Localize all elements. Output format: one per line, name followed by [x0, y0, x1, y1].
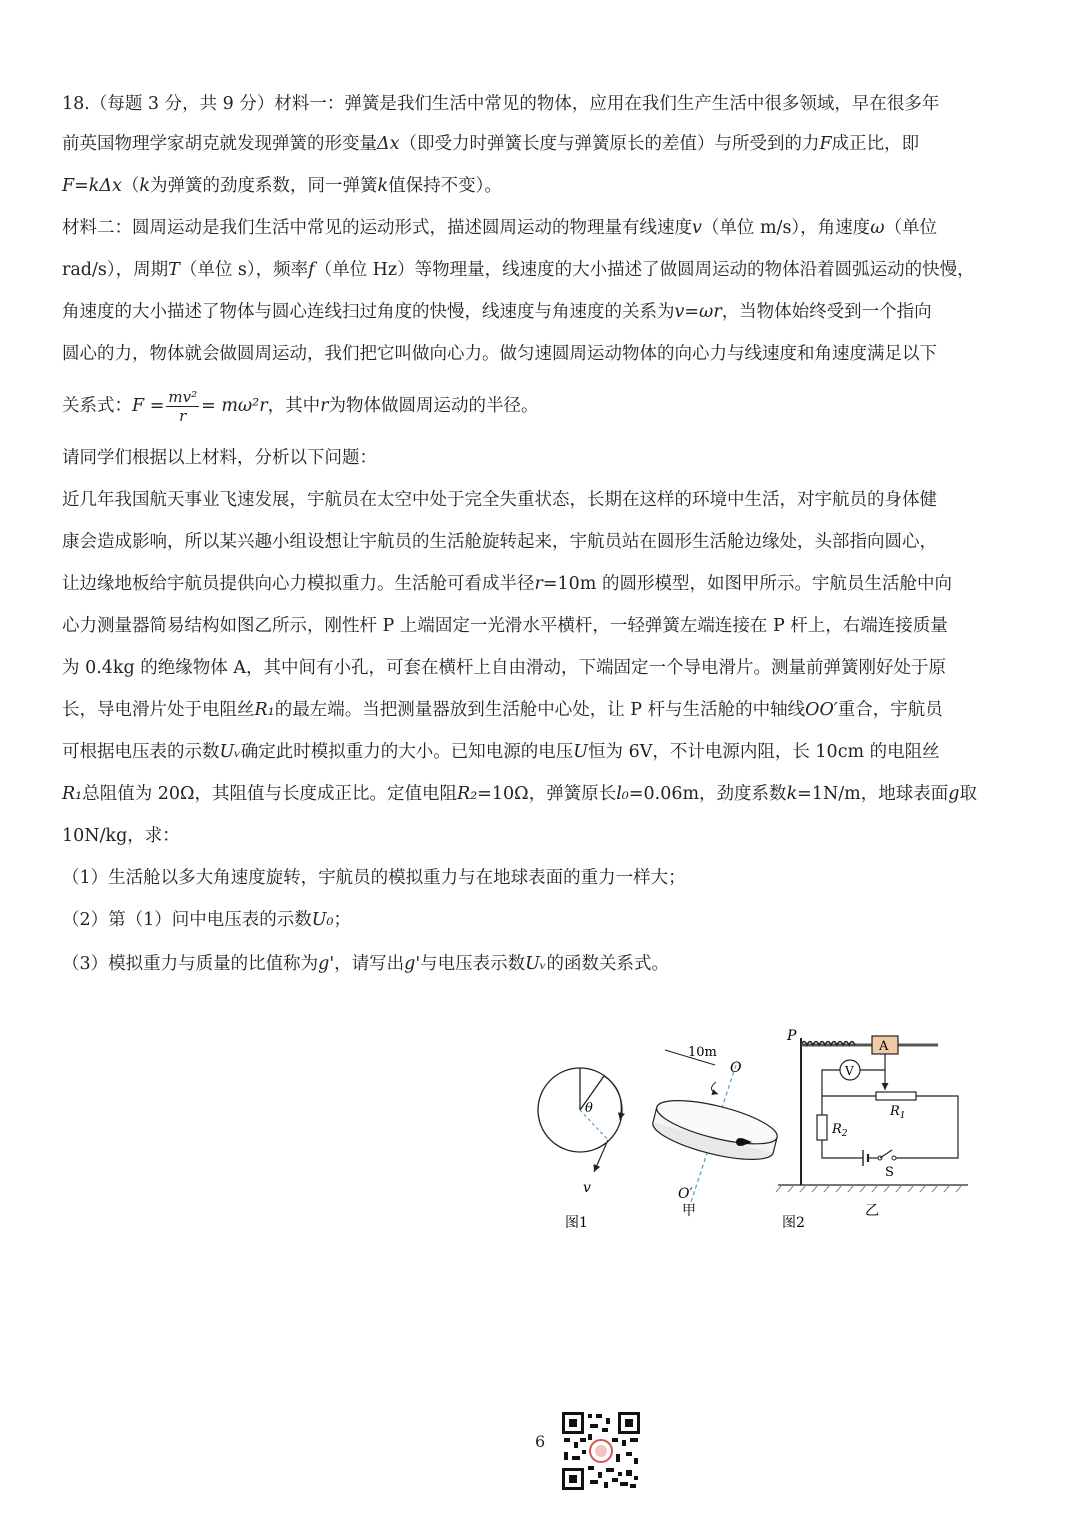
subquestion-2: （2）第（1）问中电压表的示数U₀； [62, 910, 352, 930]
r2-label: $R_2$ [832, 1122, 848, 1139]
velocity-label: v [583, 1180, 591, 1196]
figure1-circular-motion [538, 1068, 622, 1231]
scenario-line8: R₁总阻值为 20Ω，其阻值与长度成正比。定值电阻R₂=10Ω，弹簧原长l₀=0.06m，劲度系数k=1N/m，地球表面g取 [62, 784, 977, 804]
material2-line4: 圆心的力，物体就会做圆周运动，我们把它叫做向心力。做匀速圆周运动物体的向心力与线速度和角速度满足以下 [62, 344, 937, 364]
switch-label: S [885, 1165, 894, 1180]
scenario-line6: 长，导电滑片处于电阻丝R₁的最左端。当把测量器放到生活舱中心处，让 P 杆与生活舱的中轴线OO′重合，宇航员 [62, 700, 943, 720]
figure1-caption: 图1 [565, 1215, 588, 1231]
rod-p-label: P [787, 1028, 797, 1044]
figure-jia-caption: 甲 [682, 1203, 696, 1219]
question-header: 18.（每题 3 分，共 9 分）材料一：弹簧是我们生活中常见的物体，应用在我们生产生活中很多领域，早在很多年 [62, 94, 940, 114]
scenario-line1: 近几年我国航天事业飞速发展，宇航员在太空中处于完全失重状态，长期在这样的环境中生活，对宇航员的身体健 [62, 490, 937, 510]
resistor-r1 [876, 1092, 916, 1100]
formula-fraction: $\frac{\text{mv²}}{r}$ [168, 388, 198, 425]
figure-group [530, 1020, 980, 1235]
material2-line3: 角速度的大小描述了物体与圆心连线扫过角度的快慢，线速度与角速度的关系为v=ωr，当物体始终受到一个指向 [62, 302, 932, 322]
block-a-label: A [879, 1039, 889, 1054]
scenario-line7: 可根据电压表的示数Uᵥ确定此时模拟重力的大小。已知电源的电压U恒为 6V，不计电源内阻，长 10cm 的电阻丝 [62, 742, 940, 762]
scenario-line9: 10N/kg，求： [62, 826, 180, 846]
figure-yi-circuit [776, 1028, 968, 1231]
figure-yi-caption: 乙 [865, 1203, 879, 1219]
qr-code-icon [560, 1410, 642, 1492]
axis-bottom-label: O′ [678, 1186, 693, 1202]
voltmeter-label: V [845, 1064, 854, 1078]
material2-line1: 材料二：圆周运动是我们生活中常见的运动形式，描述圆周运动的物理量有线速度v（单位 m/s），角速度ω（单位 [62, 218, 937, 238]
scenario-line2: 康会造成影响，所以某兴趣小组设想让宇航员的生活舱旋转起来，宇航员站在圆形生活舱边缘处，头部指向圆心， [62, 532, 937, 552]
scenario-line4: 心力测量器简易结构如图乙所示，刚性杆 P 上端固定一光滑水平横杆，一轻弹簧左端连接在 P 杆上，右端连接质量 [62, 616, 948, 636]
axis-top-label: O [730, 1060, 742, 1076]
material2-line5: 关系式：F = $\frac{\text{mv²}}{r}$ = mω²r，其中r为物体做圆周运动的半径。 [62, 388, 539, 425]
figure-jia-habitat [649, 1045, 781, 1219]
switch-icon [880, 1150, 892, 1158]
resistor-r2 [817, 1115, 827, 1140]
material1-line2: 前英国物理学家胡克就发现弹簧的形变量Δx（即受力时弹簧长度与弹簧原长的差值）与所受到的力F成正比，即 [62, 134, 920, 154]
theta-label: θ [585, 1101, 593, 1116]
page-number: 6 [535, 1432, 546, 1451]
prompt-line: 请同学们根据以上材料，分析以下问题： [62, 448, 377, 468]
material2-line2: rad/s），周期T（单位 s），频率f（单位 Hz）等物理量，线速度的大小描述了做圆周运动的物体沿着圆弧运动的快慢， [62, 260, 975, 280]
subquestion-1: （1）生活舱以多大角速度旋转，宇航员的模拟重力与在地球表面的重力一样大； [62, 868, 686, 888]
subquestion-3: （3）模拟重力与质量的比值称为g'，请写出g'与电压表示数Uᵥ的函数关系式。 [62, 954, 669, 974]
figure2-caption: 图2 [782, 1215, 805, 1231]
r1-label: $R_1$ [890, 1104, 906, 1121]
scenario-line5: 为 0.4kg 的绝缘物体 A，其中间有小孔，可套在横杆上自由滑动，下端固定一个导电滑片。测量前弹簧刚好处于原 [62, 658, 946, 678]
material1-line3: F=kΔx（k为弹簧的劲度系数，同一弹簧k值保持不变）。 [62, 176, 502, 196]
radius-label: 10m [688, 1045, 717, 1060]
scenario-line3: 让边缘地板给宇航员提供向心力模拟重力。生活舱可看成半径r=10m 的圆形模型，如图甲所示。宇航员生活舱中向 [62, 574, 952, 594]
